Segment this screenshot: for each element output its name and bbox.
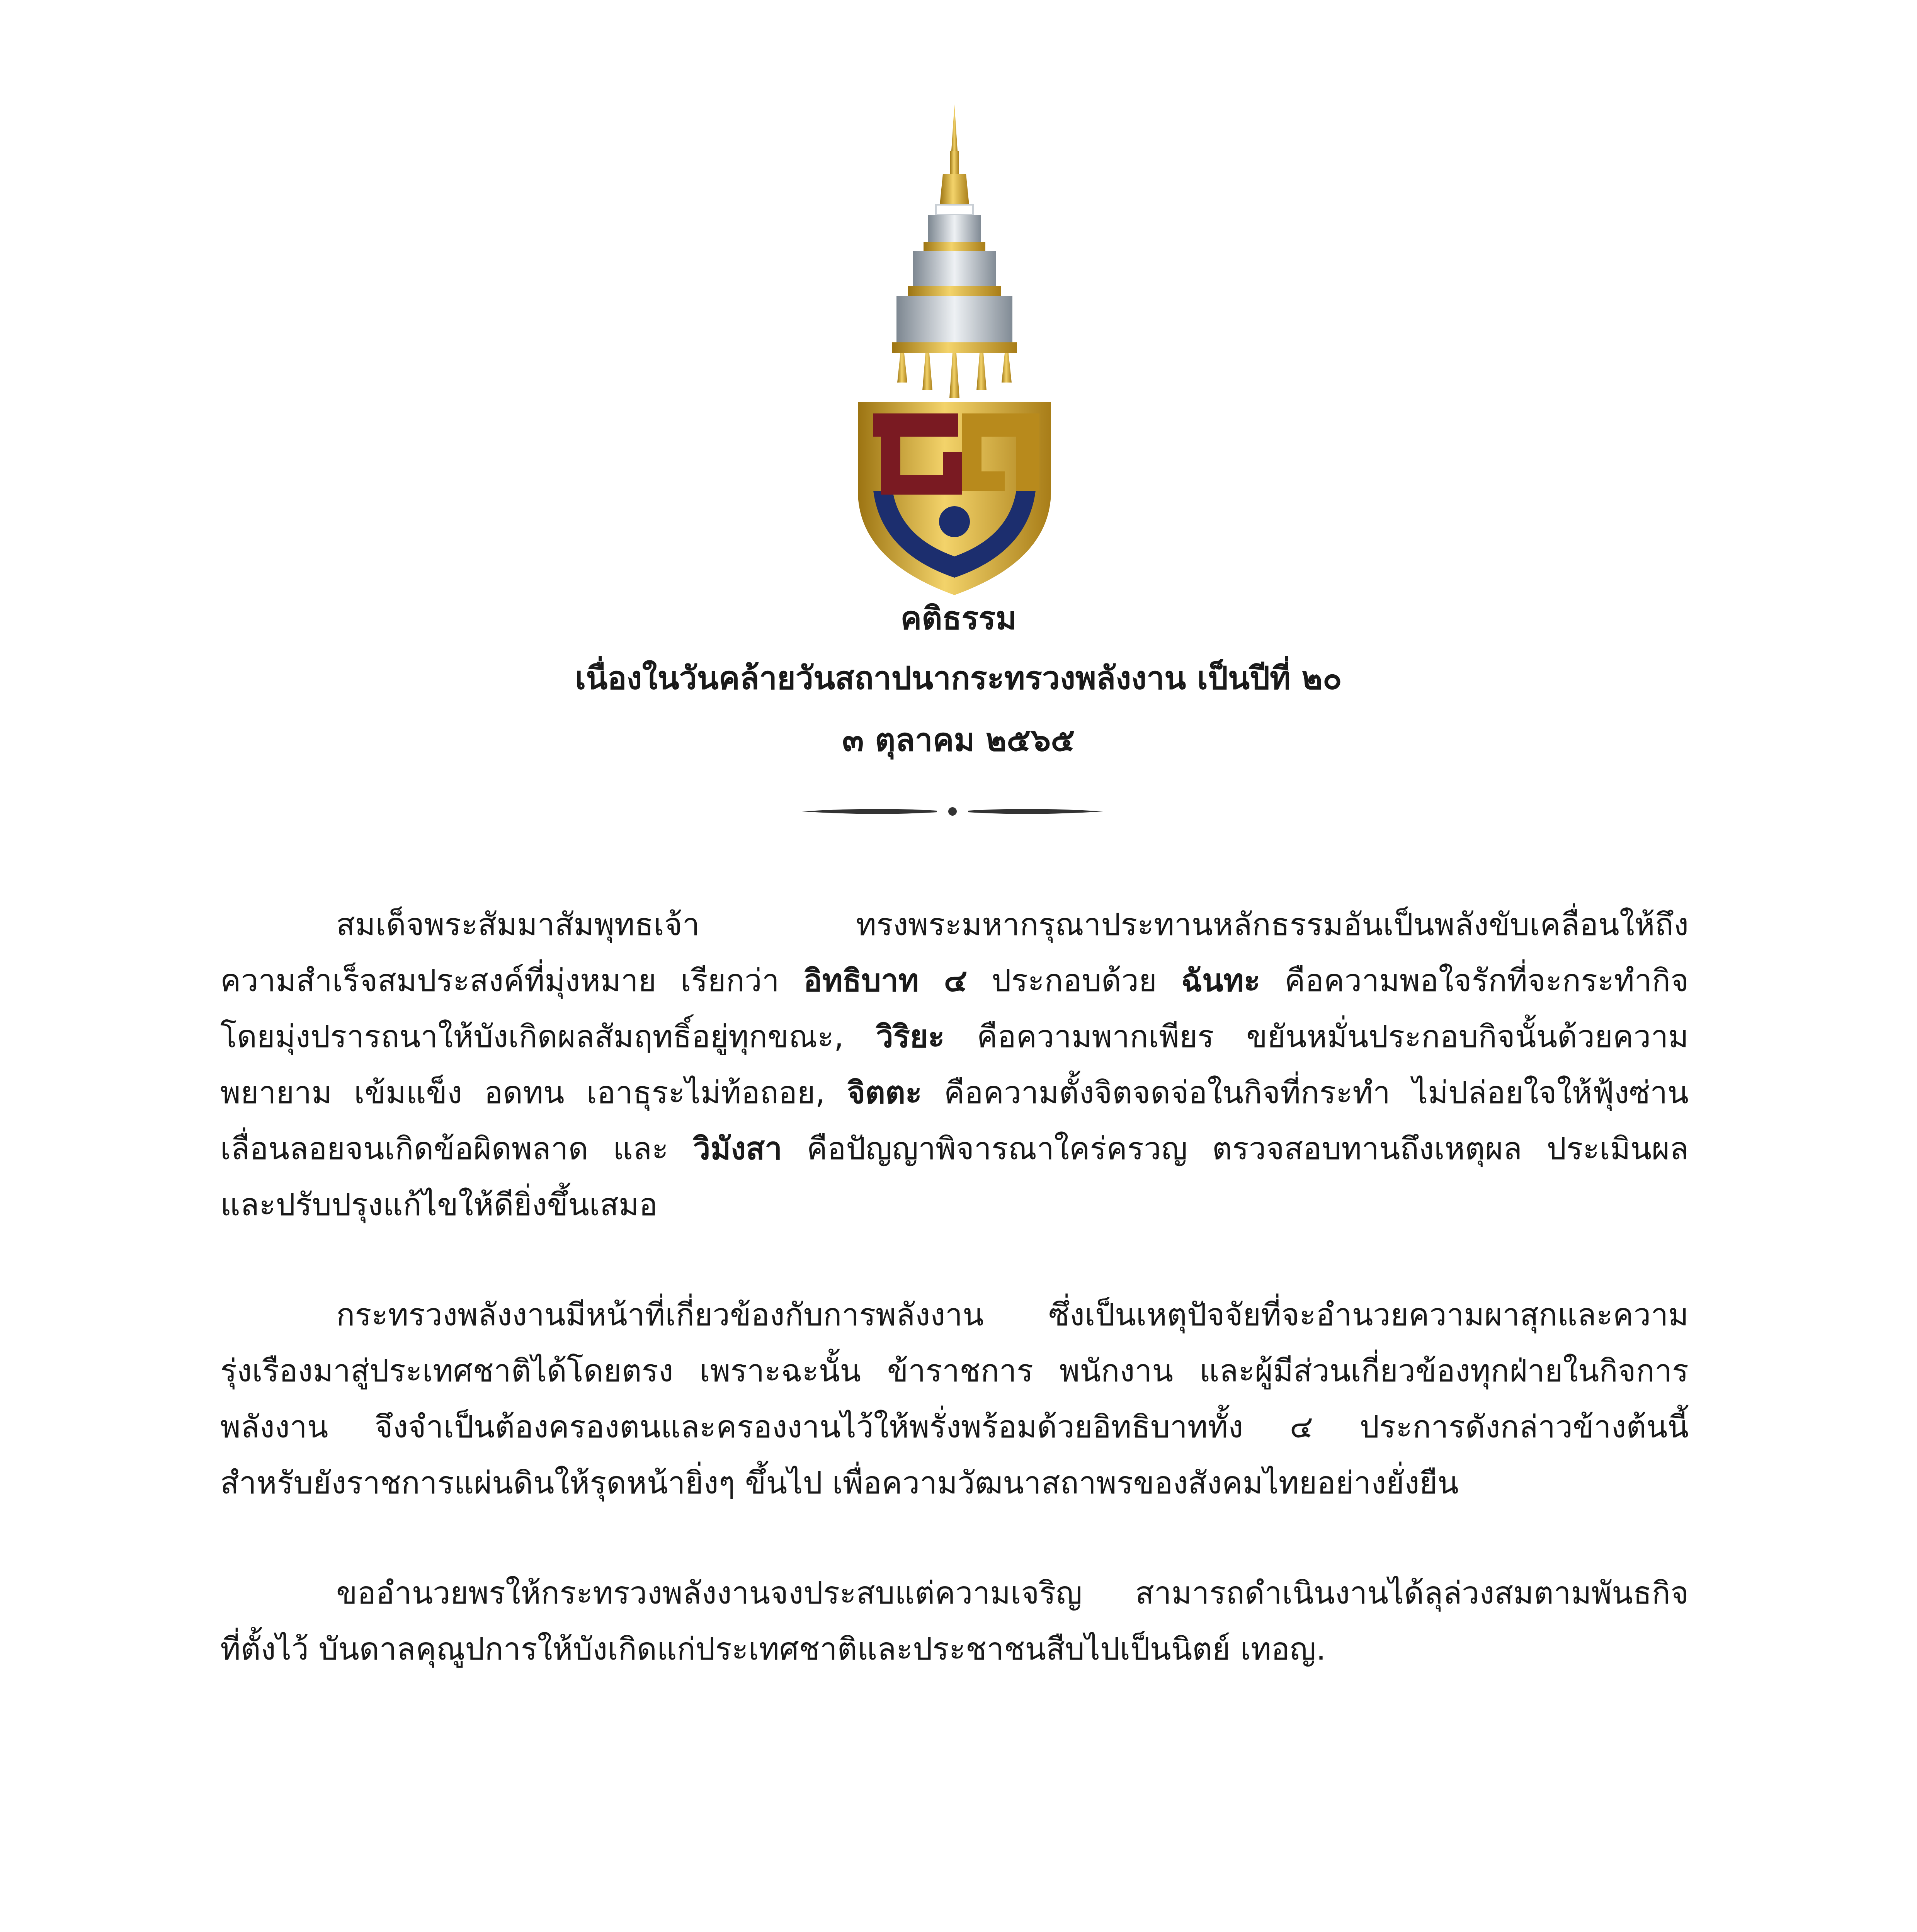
paragraph-3 (220, 1565, 1689, 1677)
p1-line-1: สมเด็จพระสัมมาสัมพุทธเจ้า ทรงพระมหากรุณาประทานหลักธรรมอันเป็นพลังขับเคลื่อนให้ถึง (336, 906, 1689, 942)
body-text (220, 896, 1689, 1731)
term-citta: จิตตะ (847, 1075, 922, 1111)
p3-line-1: ขออำนวยพรให้กระทรวงพลังงานจงประสบแต่ความเจริญ สามารถดำเนินงานได้ลุล่วงสมตามพันธกิจ (336, 1575, 1689, 1611)
ministry-emblem (846, 104, 1063, 599)
term-iddhipada: อิทธิบาท ๔ (803, 963, 968, 998)
document-subtitle: เนื่องในวันคล้ายวันสถาปนากระทรวงพลังงาน เป็นปีที่ ๒๐ (575, 660, 1342, 697)
p3-line-2: ที่ตั้งไว้ บันดาลคุณูปการให้บังเกิดแก่ประเทศชาติและประชาชนสืบไปเป็นนิตย์ เทอญ. (220, 1631, 1326, 1667)
p1-line-3: โดยมุ่งปรารถนาให้บังเกิดผลสัมฤทธิ์อยู่ทุกขณะ, วิริยะ คือความพากเพียร ขยันหมั่นประกอบกิจนั้นด้วยความ (220, 1019, 1689, 1054)
p1-line-4: พยายาม เข้มแข็ง อดทน เอาธุระไม่ท้อถอย, จิตตะ คือความตั้งจิตจดจ่อในกิจที่กระทำ ไม่ปล่อยใจให้ฟุ้งซ่าน (220, 1075, 1689, 1111)
ornamental-divider (798, 800, 1107, 823)
p1-line-6: และปรับปรุงแก้ไขให้ดียิ่งขึ้นเสมอ (220, 1187, 658, 1223)
p2-line-1: กระทรวงพลังงานมีหน้าที่เกี่ยวข้องกับการพลังงาน ซึ่งเป็นเหตุปัจจัยที่จะอำนวยความผาสุกและความ (336, 1297, 1689, 1333)
p1-line-5: เลื่อนลอยจนเกิดข้อผิดพลาด และ วิมังสา คือปัญญาพิจารณาใคร่ครวญ ตรวจสอบทานถึงเหตุผล ประเมินผล (220, 1131, 1689, 1167)
p2-line-3: พลังงาน จึงจำเป็นต้องครองตนและครองงานไว้ให้พรั่งพร้อมด้วยอิทธิบาททั้ง ๔ ประการดังกล่าวข้างต้นนี้ (220, 1409, 1689, 1445)
paragraph-2 (220, 1287, 1689, 1511)
term-chanda: ฉันทะ (1181, 963, 1260, 998)
term-viriya: วิริยะ (876, 1019, 945, 1054)
paragraph-1 (220, 896, 1689, 1233)
p2-line-4: สำหรับยังราชการแผ่นดินให้รุดหน้ายิ่งๆ ขึ้นไป เพื่อความวัฒนาสถาพรของสังคมไทยอย่างยั่งยืน (220, 1465, 1459, 1501)
document-date: ๓ ตุลาคม ๒๕๖๕ (842, 722, 1075, 759)
term-vimamsa: วิมังสา (693, 1131, 782, 1167)
document-title: คติธรรม (900, 600, 1017, 637)
p2-line-2: รุ่งเรืองมาสู่ประเทศชาติได้โดยตรง เพราะฉะนั้น ข้าราชการ พนักงาน และผู้มีส่วนเกี่ยวข้องทุกฝ่ายในกิจการ (220, 1353, 1689, 1389)
p1-line-2: ความสำเร็จสมประสงค์ที่มุ่งหมาย เรียกว่า อิทธิบาท ๔ ประกอบด้วย ฉันทะ คือความพอใจรักที่จะกระทำกิจ (220, 963, 1689, 998)
